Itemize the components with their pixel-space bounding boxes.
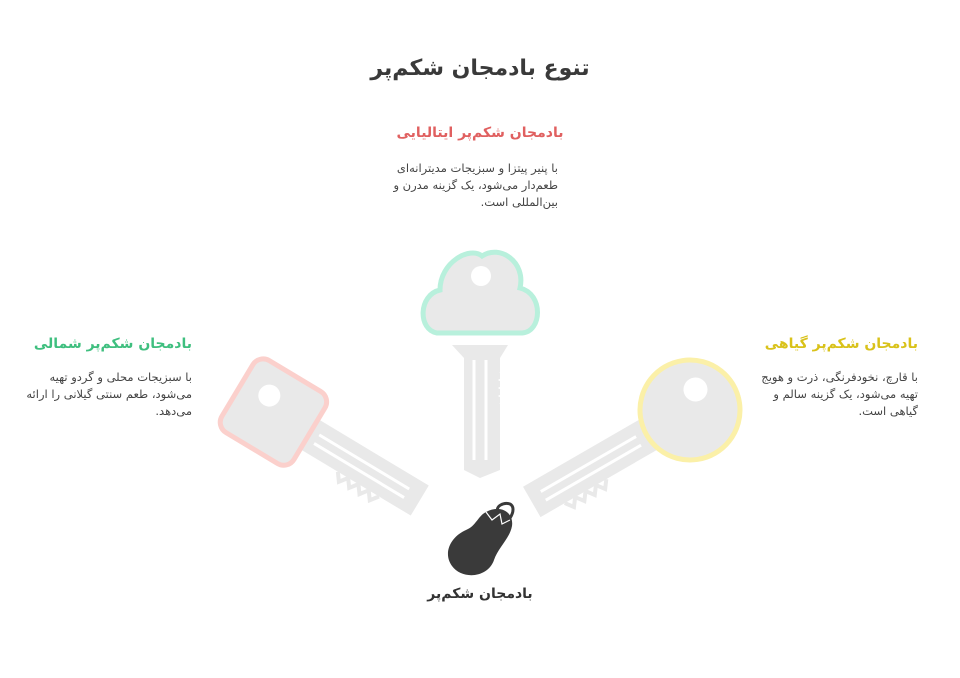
italian-description: با پنیر پیتزا و سبزیجات مدیترانه‌ای طعم‌دار می‌شود، یک گزینه مدرن و بین‌المللی است. bbox=[393, 161, 558, 209]
page-title: تنوع بادمجان شکم‌پر bbox=[370, 56, 590, 81]
north-description: با سبزیجات محلی و گردو تهیه می‌شود، طعم سنتی گیلانی را ارائه می‌دهد. bbox=[26, 370, 192, 418]
north-heading: بادمجان شکم‌پر شمالی bbox=[33, 336, 192, 352]
italian-heading: بادمجان شکم‌پر ایتالیایی bbox=[396, 125, 564, 141]
vegetarian-heading: بادمجان شکم‌پر گیاهی bbox=[764, 336, 918, 352]
key-icon-vegetarian bbox=[507, 342, 759, 545]
vegetarian-description: با قارچ، نخودفرنگی، ذرت و هویج تهیه می‌شود، یک گزینه سالم و گیاهی است. bbox=[761, 370, 918, 418]
key-icon-italian bbox=[423, 252, 537, 478]
eggplant-icon bbox=[448, 503, 513, 575]
center-label: بادمجان شکم‌پر bbox=[427, 586, 533, 602]
key-icon-north bbox=[216, 354, 442, 536]
